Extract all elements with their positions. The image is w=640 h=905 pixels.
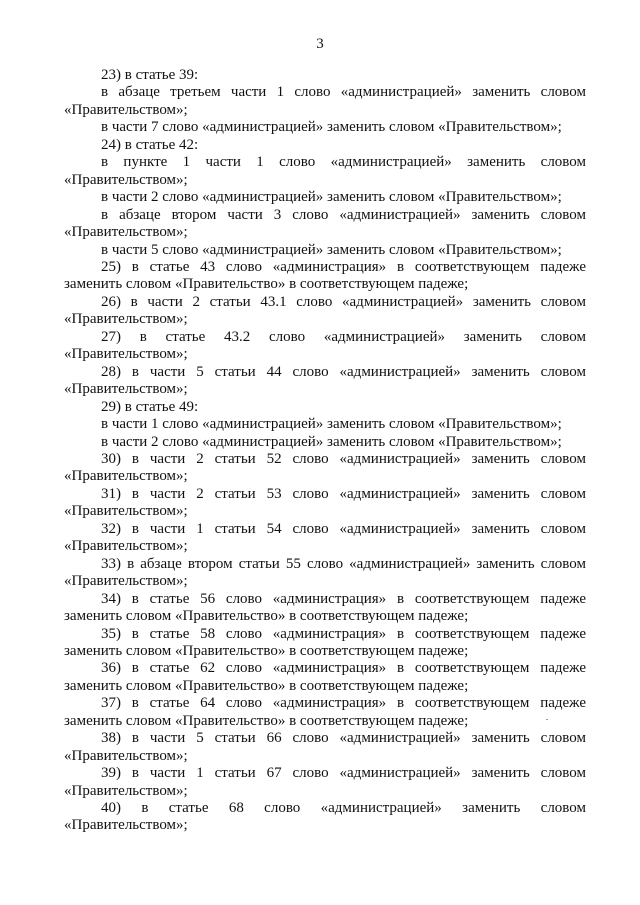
- paragraph-23-sub-2: в части 7 слово «администрацией» заменить словом «Правительством»;: [101, 119, 562, 136]
- paragraph-34: 34) в статье 56 слово «администрация» в соответствующем падеже заменить словом «Правительство» в соответствующем падеже;: [64, 590, 586, 625]
- paragraph-24-sub-3: в абзаце втором части 3 слово «администрацией» заменить словом «Правительством»;: [64, 206, 586, 241]
- paragraph-40: 40) в статье 68 слово «администрацией» заменить словом «Правительством»;: [64, 800, 586, 834]
- paragraph-36: 36) в статье 62 слово «администрация» в соответствующем падеже заменить словом «Правительство» в соответствующем падеже;: [64, 660, 586, 694]
- document-body: [64, 67, 586, 835]
- paragraph-24-sub-2: в части 2 слово «администрацией» заменить словом «Правительством»;: [101, 189, 562, 206]
- paragraph-31: 31) в части 2 статьи 53 слово «администрацией» заменить словом «Правительством»;: [64, 485, 586, 520]
- paragraph-32: 32) в части 1 статьи 54 слово «администрацией» заменить словом «Правительством»;: [64, 520, 586, 555]
- paragraph-26: 26) в части 2 статьи 43.1 слово «администрацией» заменить словом «Правительством»;: [64, 293, 586, 328]
- paragraph-33: 33) в абзаце втором статьи 55 слово «администрацией» заменить словом «Правительством»;: [64, 555, 586, 590]
- paragraph-27: 27) в статье 43.2 слово «администрацией» заменить словом «Правительством»;: [64, 328, 586, 363]
- paragraph-23-sub-1: в абзаце третьем части 1 слово «администрацией» заменить словом «Правительством»;: [64, 84, 586, 118]
- paragraph-37: 37) в статье 64 слово «администрация» в соответствующем падеже заменить словом «Правительство» в соответствующем падеже;: [64, 695, 586, 729]
- paragraph-24-sub-4: в части 5 слово «администрацией» заменить словом «Правительством»;: [101, 241, 562, 258]
- paragraph-28: 28) в части 5 статьи 44 слово «администрацией» заменить словом «Правительством»;: [64, 363, 586, 398]
- scan-speck: [546, 719, 548, 720]
- paragraph-24-sub-1: в пункте 1 части 1 слово «администрацией» заменить словом «Правительством»;: [64, 154, 586, 188]
- paragraph-25: 25) в статье 43 слово «администрация» в соответствующем падеже заменить словом «Правительство» в соответствующем падеже;: [64, 258, 586, 293]
- paragraph-29-sub-1: в части 1 слово «администрацией» заменить словом «Правительством»;: [101, 416, 562, 433]
- paragraph-38: 38) в части 5 статьи 66 слово «администрацией» заменить словом «Правительством»;: [64, 730, 586, 764]
- page-number: 3: [316, 36, 324, 52]
- paragraph-29-sub-2: в части 2 слово «администрацией» заменить словом «Правительством»;: [101, 433, 562, 450]
- paragraph-29: 29) в статье 49:: [101, 398, 199, 415]
- paragraph-39: 39) в части 1 статьи 67 слово «администрацией» заменить словом «Правительством»;: [64, 765, 586, 799]
- paragraph-24: 24) в статье 42:: [101, 136, 199, 153]
- paragraph-23: 23) в статье 39:: [101, 67, 199, 83]
- paragraph-35: 35) в статье 58 слово «администрация» в соответствующем падеже заменить словом «Правительство» в соответствующем падеже;: [64, 625, 586, 659]
- paragraph-30: 30) в части 2 статьи 52 слово «администрацией» заменить словом «Правительством»;: [64, 450, 586, 485]
